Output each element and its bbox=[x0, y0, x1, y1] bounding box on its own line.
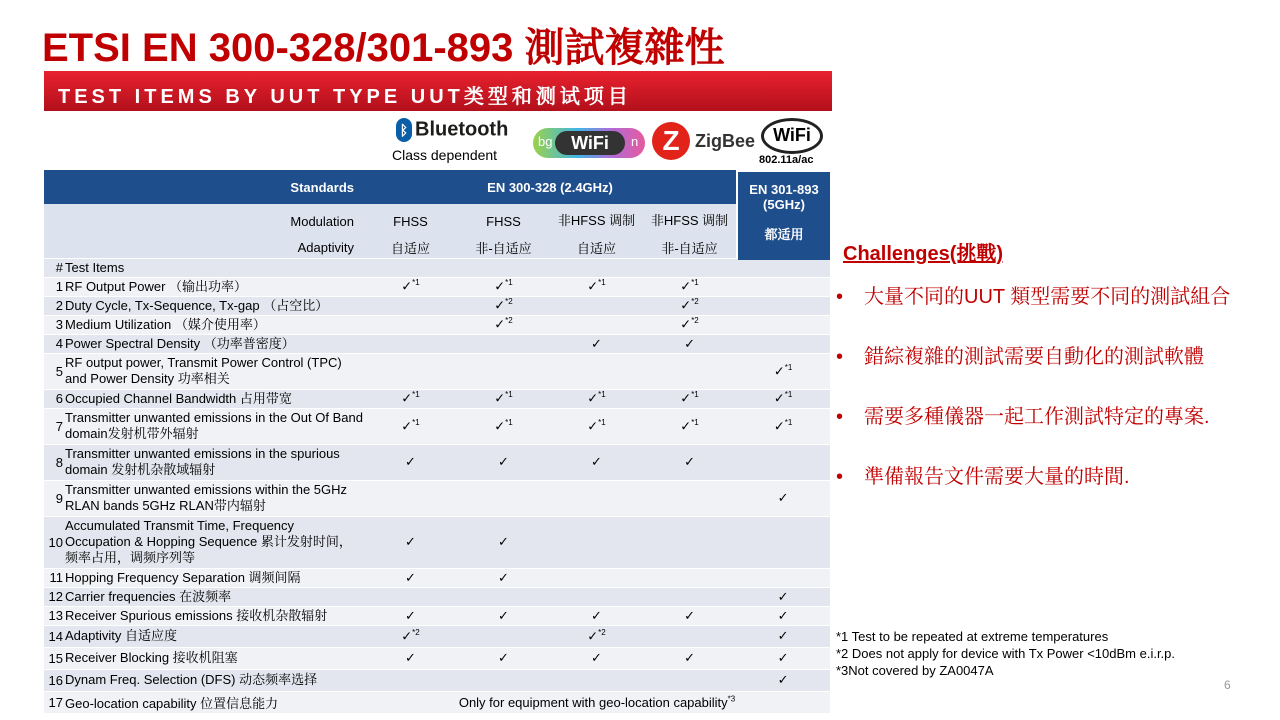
check-cell bbox=[550, 480, 643, 516]
check-cell: ✓ bbox=[736, 647, 830, 669]
row-number: 3 bbox=[44, 315, 64, 334]
row-number: 16 bbox=[44, 669, 64, 691]
check-cell: ✓ bbox=[643, 334, 736, 353]
row-name: RF Output Power （输出功率） bbox=[64, 277, 364, 296]
check-cell bbox=[457, 480, 550, 516]
footnotes bbox=[836, 628, 1175, 679]
table-row bbox=[44, 444, 830, 480]
wifi-ac-sub: 802.11a/ac bbox=[759, 154, 814, 166]
check-cell bbox=[364, 480, 457, 516]
bluetooth-label: Bluetooth bbox=[415, 118, 509, 141]
check-cell: ✓ bbox=[643, 606, 736, 625]
check-cell bbox=[550, 353, 643, 389]
check-cell: ✓ bbox=[643, 444, 736, 480]
wifi-ac-logo bbox=[756, 112, 826, 170]
table-row bbox=[44, 353, 830, 389]
check-cell: ✓ bbox=[364, 516, 457, 568]
table-row bbox=[44, 606, 830, 625]
check-cell: ✓ bbox=[457, 647, 550, 669]
check-cell: ✓$^{*1}$ bbox=[364, 389, 457, 408]
table-row bbox=[44, 480, 830, 516]
challenges-list bbox=[836, 282, 1266, 522]
modulation-cell: 非HFSS 调制 bbox=[643, 204, 736, 238]
challenge-item: • 錯綜複雜的測試需要自動化的測試軟體 bbox=[836, 342, 1266, 372]
check-cell: ✓$^{*2}$ bbox=[550, 625, 643, 647]
standards-label: Standards bbox=[64, 170, 364, 204]
row-number: 17 bbox=[44, 691, 64, 713]
bluetooth-sub: Class dependent bbox=[392, 147, 498, 163]
check-cell: ✓$^{*1}$ bbox=[457, 277, 550, 296]
check-cell bbox=[364, 353, 457, 389]
row-number: 10 bbox=[44, 516, 64, 568]
row-number: 15 bbox=[44, 647, 64, 669]
check-cell: ✓ bbox=[736, 625, 830, 647]
adaptivity-label: Adaptivity bbox=[64, 238, 364, 258]
check-cell bbox=[364, 315, 457, 334]
adaptivity-cell: 自适应 bbox=[364, 238, 457, 258]
challenge-item: • 大量不同的UUT 類型需要不同的測試組合 bbox=[836, 282, 1266, 312]
adaptivity-cell: 非-自适应 bbox=[457, 238, 550, 258]
row-name: Duty Cycle, Tx-Sequence, Tx-gap （占空比） bbox=[64, 296, 364, 315]
challenge-item: • 需要多種儀器一起工作測試特定的專案. bbox=[836, 402, 1266, 432]
row-name: Dynam Freq. Selection (DFS) 动态频率选择 bbox=[64, 669, 364, 691]
section-banner bbox=[44, 71, 832, 111]
adaptivity-cell: 非-自适应 bbox=[643, 238, 736, 258]
footnote: *3Not covered by ZA0047A bbox=[836, 663, 994, 678]
check-cell bbox=[736, 568, 830, 587]
check-cell bbox=[643, 480, 736, 516]
row-name: Receiver Blocking 接收机阻塞 bbox=[64, 647, 364, 669]
std-en300-328: EN 300-328 (2.4GHz) bbox=[364, 170, 736, 204]
wifi-ac-label: WiFi bbox=[761, 118, 823, 154]
check-cell bbox=[364, 334, 457, 353]
row-number: 13 bbox=[44, 606, 64, 625]
check-cell: ✓$^{*1}$ bbox=[643, 408, 736, 444]
check-cell: ✓$^{*1}$ bbox=[643, 389, 736, 408]
check-cell: ✓ bbox=[736, 480, 830, 516]
wifi-bgn-label: WiFi bbox=[555, 131, 625, 155]
wifi-bgn-logo: bg WiFi n bbox=[533, 128, 645, 158]
row-name: RF output power, Transmit Power Control (TPC) and Power Density 功率相关 bbox=[64, 353, 364, 389]
check-cell: ✓ bbox=[457, 568, 550, 587]
check-cell bbox=[643, 568, 736, 587]
std-en301-893: EN 301-893 (5GHz) 都适用 bbox=[738, 172, 830, 260]
banner-text: TEST ITEMS BY UUT TYPE UUT类型和测试项目 bbox=[58, 86, 632, 108]
check-cell bbox=[643, 353, 736, 389]
check-cell bbox=[364, 587, 457, 606]
check-cell bbox=[550, 296, 643, 315]
modulation-cell: 非HFSS 调制 bbox=[550, 204, 643, 238]
check-cell: ✓ bbox=[643, 647, 736, 669]
check-cell: ✓$^{*1}$ bbox=[457, 389, 550, 408]
check-cell bbox=[457, 669, 550, 691]
check-cell bbox=[736, 296, 830, 315]
row-number: 2 bbox=[44, 296, 64, 315]
check-cell: ✓ bbox=[364, 606, 457, 625]
check-cell: ✓ bbox=[736, 669, 830, 691]
table-row bbox=[44, 315, 830, 334]
check-cell bbox=[736, 516, 830, 568]
challenges-heading: Challenges(挑戰) bbox=[843, 243, 1004, 265]
row-number: 5 bbox=[44, 353, 64, 389]
check-cell: ✓ bbox=[736, 606, 830, 625]
row-name: Receiver Spurious emissions 接收机杂散辐射 bbox=[64, 606, 364, 625]
check-cell bbox=[364, 296, 457, 315]
row-name: Accumulated Transmit Time, Frequency Occupation & Hopping Sequence 累计发射时间，频率占用，调频序列等 bbox=[64, 516, 364, 568]
footnote: *1 Test to be repeated at extreme temperatures bbox=[836, 629, 1109, 644]
check-cell bbox=[643, 516, 736, 568]
check-cell bbox=[643, 625, 736, 647]
row-number: 1 bbox=[44, 277, 64, 296]
row17-note: Only for equipment with geo-location capability$^{*3}$ bbox=[364, 691, 830, 713]
row-number: 12 bbox=[44, 587, 64, 606]
table-row bbox=[44, 389, 830, 408]
check-cell bbox=[550, 669, 643, 691]
page-number: 6 bbox=[1224, 678, 1231, 692]
table-row bbox=[44, 334, 830, 353]
row-number: 14 bbox=[44, 625, 64, 647]
check-cell: ✓ bbox=[457, 606, 550, 625]
check-cell bbox=[736, 277, 830, 296]
check-cell: ✓$^{*1}$ bbox=[457, 408, 550, 444]
row-name: Carrier frequencies 在波频率 bbox=[64, 587, 364, 606]
table-row bbox=[44, 568, 830, 587]
table-row bbox=[44, 296, 830, 315]
check-cell: ✓ bbox=[550, 647, 643, 669]
row-number: 6 bbox=[44, 389, 64, 408]
check-cell: ✓ bbox=[550, 334, 643, 353]
check-cell: ✓ bbox=[550, 444, 643, 480]
check-cell: ✓ bbox=[736, 587, 830, 606]
check-cell: ✓$^{*2}$ bbox=[457, 296, 550, 315]
check-cell bbox=[550, 587, 643, 606]
check-cell: ✓ bbox=[457, 516, 550, 568]
row-name: Power Spectral Density （功率普密度） bbox=[64, 334, 364, 353]
zigbee-label: ZigBee bbox=[695, 131, 756, 151]
check-cell: ✓$^{*1}$ bbox=[550, 277, 643, 296]
check-cell: ✓$^{*1}$ bbox=[364, 408, 457, 444]
check-cell: ✓$^{*2}$ bbox=[457, 315, 550, 334]
check-cell: ✓$^{*2}$ bbox=[364, 625, 457, 647]
row-number: 7 bbox=[44, 408, 64, 444]
bluetooth-icon: ᛒ bbox=[396, 118, 412, 142]
table-row bbox=[44, 647, 830, 669]
check-cell bbox=[457, 625, 550, 647]
check-cell bbox=[457, 334, 550, 353]
check-cell bbox=[643, 669, 736, 691]
check-cell: ✓$^{*1}$ bbox=[643, 277, 736, 296]
row-name: Adaptivity 自适应度 bbox=[64, 625, 364, 647]
table-row bbox=[44, 625, 830, 647]
row-name: Transmitter unwanted emissions in the Out Of Band domain发射机带外辐射 bbox=[64, 408, 364, 444]
hash-label: # bbox=[44, 258, 64, 277]
test-items-label: Test Items bbox=[64, 258, 364, 277]
check-cell: ✓ bbox=[364, 444, 457, 480]
footnote: *2 Does not apply for device with Tx Power <10dBm e.i.r.p. bbox=[836, 646, 1176, 661]
row-name: Transmitter unwanted emissions within the 5GHz RLAN bands 5GHz RLAN带内辐射 bbox=[64, 480, 364, 516]
modulation-cell: FHSS bbox=[364, 204, 457, 238]
table-row bbox=[44, 587, 830, 606]
page-title: ETSI EN 300-328/301-893 測試複雜性 bbox=[42, 26, 725, 70]
adaptivity-cell: 自适应 bbox=[550, 238, 643, 258]
check-cell bbox=[736, 444, 830, 480]
check-cell: ✓ bbox=[364, 647, 457, 669]
check-cell: ✓$^{*1}$ bbox=[550, 389, 643, 408]
check-cell: ✓$^{*1}$ bbox=[736, 353, 830, 389]
check-cell: ✓$^{*1}$ bbox=[736, 408, 830, 444]
row-name: Medium Utilization （媒介使用率） bbox=[64, 315, 364, 334]
zigbee-icon: Z bbox=[652, 122, 690, 160]
check-cell bbox=[364, 669, 457, 691]
row-name: Occupied Channel Bandwidth 占用带宽 bbox=[64, 389, 364, 408]
modulation-label: Modulation bbox=[64, 204, 364, 238]
table-row bbox=[44, 669, 830, 691]
check-cell: ✓$^{*2}$ bbox=[643, 315, 736, 334]
check-cell: ✓ bbox=[364, 568, 457, 587]
modulation-cell: FHSS bbox=[457, 204, 550, 238]
row-name: Transmitter unwanted emissions in the spurious domain 发射机杂散域辐射 bbox=[64, 444, 364, 480]
check-cell bbox=[457, 353, 550, 389]
table-row bbox=[44, 277, 830, 296]
check-cell bbox=[457, 587, 550, 606]
check-cell: ✓$^{*1}$ bbox=[736, 389, 830, 408]
row-name: Hopping Frequency Separation 调频间隔 bbox=[64, 568, 364, 587]
row-number: 9 bbox=[44, 480, 64, 516]
row-name: Geo-location capability 位置信息能力 bbox=[64, 691, 364, 713]
row-number: 4 bbox=[44, 334, 64, 353]
check-cell bbox=[550, 516, 643, 568]
table-row bbox=[44, 516, 830, 568]
check-cell bbox=[736, 334, 830, 353]
check-cell: ✓$^{*2}$ bbox=[643, 296, 736, 315]
bluetooth-logo bbox=[388, 110, 512, 168]
check-cell: ✓$^{*1}$ bbox=[550, 408, 643, 444]
row-number: 11 bbox=[44, 568, 64, 587]
test-items-table bbox=[44, 170, 830, 713]
check-cell: ✓ bbox=[457, 444, 550, 480]
table-row bbox=[44, 408, 830, 444]
check-cell: ✓$^{*1}$ bbox=[364, 277, 457, 296]
check-cell: ✓ bbox=[550, 606, 643, 625]
check-cell bbox=[550, 315, 643, 334]
row-number: 8 bbox=[44, 444, 64, 480]
challenge-item: • 準備報告文件需要大量的時間. bbox=[836, 462, 1266, 492]
check-cell bbox=[736, 315, 830, 334]
check-cell bbox=[550, 568, 643, 587]
zigbee-logo bbox=[652, 122, 756, 162]
check-cell bbox=[643, 587, 736, 606]
